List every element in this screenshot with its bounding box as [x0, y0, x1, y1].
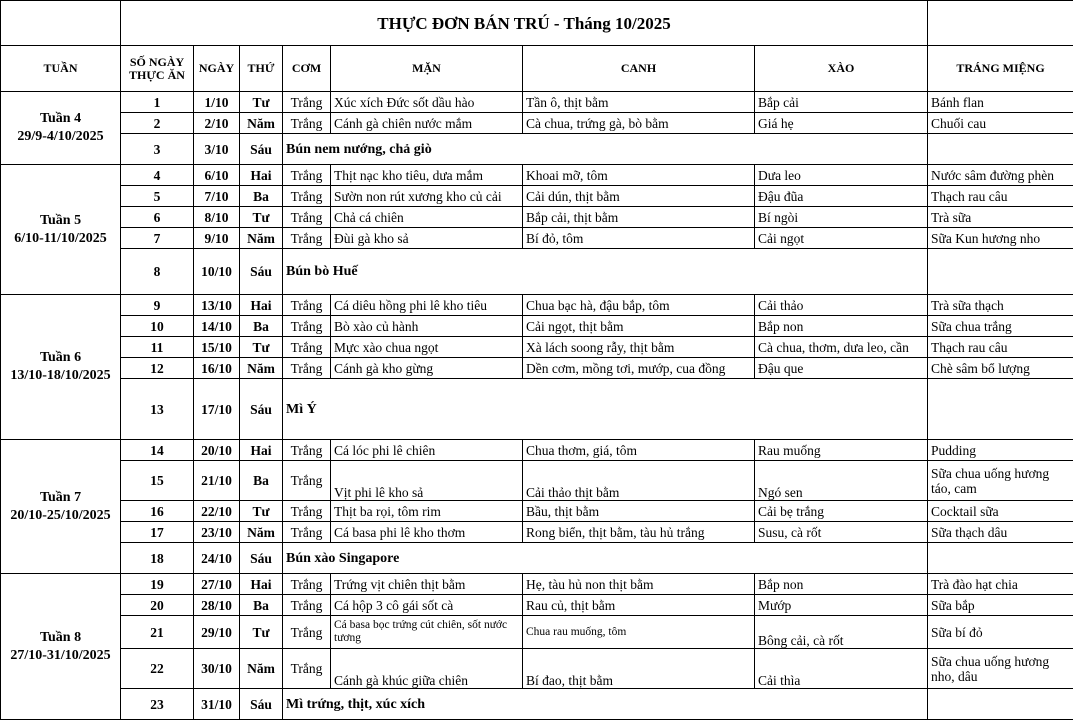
date-cell: 29/10	[194, 616, 240, 649]
stirfry-dish: Rau muống	[755, 440, 928, 461]
date-cell: 28/10	[194, 595, 240, 616]
xao-cell-empty	[928, 379, 1073, 440]
date-cell: 30/10	[194, 649, 240, 689]
soup-dish: Bí đỏ, tôm	[523, 228, 755, 249]
special-dish: Mì Ý	[283, 379, 928, 440]
table-row	[1, 316, 1073, 337]
table-row	[1, 358, 1073, 379]
main-dish: Cá lóc phi lê chiên	[331, 440, 523, 461]
date-cell: 10/10	[194, 249, 240, 295]
date-cell: 24/10	[194, 543, 240, 574]
week-cell	[1, 92, 121, 165]
rice-cell: Trắng	[283, 574, 331, 595]
header-so-ngay: SỐ NGÀY THỰC ĂN	[121, 46, 194, 92]
dessert-cell: Cocktail sữa	[928, 501, 1073, 522]
stirfry-dish: Dưa leo	[755, 165, 928, 186]
weekday-cell: Năm	[240, 522, 283, 543]
table-row	[1, 249, 1073, 295]
table-row	[1, 543, 1073, 574]
dessert-cell: Sữa chua uống hương táo, cam	[928, 461, 1073, 501]
stirfry-dish: Bắp non	[755, 316, 928, 337]
date-cell: 23/10	[194, 522, 240, 543]
table-row	[1, 440, 1073, 461]
stirfry-dish: Bông cải, cà rốt	[755, 616, 928, 649]
soup-dish: Khoai mỡ, tôm	[523, 165, 755, 186]
dessert-cell: Sữa thạch dâu	[928, 522, 1073, 543]
table-row	[1, 649, 1073, 689]
weekday-cell: Năm	[240, 228, 283, 249]
week-range: 13/10-18/10/2025	[4, 367, 117, 385]
weekday-cell: Tư	[240, 337, 283, 358]
soup-dish: Dền cơm, mồng tơi, mướp, cua đồng	[523, 358, 755, 379]
rice-cell: Trắng	[283, 337, 331, 358]
date-cell: 31/10	[194, 689, 240, 720]
dessert-cell: Thạch rau câu	[928, 186, 1073, 207]
table-row	[1, 501, 1073, 522]
date-cell: 17/10	[194, 379, 240, 440]
weekday-cell: Ba	[240, 186, 283, 207]
soup-dish: Hẹ, tàu hủ non thịt bằm	[523, 574, 755, 595]
day-number: 1	[121, 92, 194, 113]
date-cell: 13/10	[194, 295, 240, 316]
week-cell	[1, 295, 121, 440]
stirfry-dish: Ngó sen	[755, 461, 928, 501]
weekday-cell: Sáu	[240, 249, 283, 295]
table-row	[1, 92, 1073, 113]
header-com: CƠM	[283, 46, 331, 92]
date-cell: 2/10	[194, 113, 240, 134]
xao-cell-empty	[928, 689, 1073, 720]
stirfry-dish: Cải bẹ trắng	[755, 501, 928, 522]
main-dish: Mực xào chua ngọt	[331, 337, 523, 358]
rice-cell: Trắng	[283, 295, 331, 316]
rice-cell: Trắng	[283, 501, 331, 522]
table-row	[1, 295, 1073, 316]
xao-cell-empty	[928, 543, 1073, 574]
day-number: 15	[121, 461, 194, 501]
day-number: 2	[121, 113, 194, 134]
table-row	[1, 616, 1073, 649]
week-name: Tuần 6	[4, 349, 117, 367]
week-range: 6/10-11/10/2025	[4, 230, 117, 248]
main-dish: Vịt phi lê kho sả	[331, 461, 523, 501]
main-dish: Xúc xích Đức sốt dầu hào	[331, 92, 523, 113]
table-row	[1, 689, 1073, 720]
day-number: 11	[121, 337, 194, 358]
rice-cell: Trắng	[283, 461, 331, 501]
weekday-cell: Hai	[240, 295, 283, 316]
dessert-cell: Chè sâm bổ lượng	[928, 358, 1073, 379]
stirfry-dish: Susu, cà rốt	[755, 522, 928, 543]
header-thu: THỨ	[240, 46, 283, 92]
main-dish: Thịt nạc kho tiêu, dưa mắm	[331, 165, 523, 186]
dessert-cell: Bánh flan	[928, 92, 1073, 113]
weekday-cell: Sáu	[240, 379, 283, 440]
day-number: 12	[121, 358, 194, 379]
dessert-cell: Sữa bí đỏ	[928, 616, 1073, 649]
main-dish: Cá basa bọc trứng cút chiên, sốt nước tương	[331, 616, 523, 649]
table-row	[1, 379, 1073, 440]
week-cell	[1, 440, 121, 574]
soup-dish: Rau củ, thịt bằm	[523, 595, 755, 616]
header-ngay: NGÀY	[194, 46, 240, 92]
day-number: 4	[121, 165, 194, 186]
week-name: Tuần 5	[4, 212, 117, 230]
day-number: 7	[121, 228, 194, 249]
rice-cell: Trắng	[283, 186, 331, 207]
soup-dish: Chua rau muống, tôm	[523, 616, 755, 649]
rice-cell: Trắng	[283, 595, 331, 616]
table-row	[1, 165, 1073, 186]
week-name: Tuần 4	[4, 110, 117, 128]
main-dish: Cánh gà chiên nước mắm	[331, 113, 523, 134]
dessert-cell: Sữa chua uống hương nho, dâu	[928, 649, 1073, 689]
rice-cell: Trắng	[283, 522, 331, 543]
weekday-cell: Ba	[240, 316, 283, 337]
date-cell: 16/10	[194, 358, 240, 379]
table-row	[1, 595, 1073, 616]
rice-cell: Trắng	[283, 316, 331, 337]
soup-dish: Bắp cải, thịt bằm	[523, 207, 755, 228]
date-cell: 15/10	[194, 337, 240, 358]
soup-dish: Xà lách soong rẫy, thịt bằm	[523, 337, 755, 358]
day-number: 8	[121, 249, 194, 295]
table-row	[1, 337, 1073, 358]
main-dish: Bò xào củ hành	[331, 316, 523, 337]
rice-cell: Trắng	[283, 228, 331, 249]
table-row	[1, 461, 1073, 501]
table-row	[1, 134, 1073, 165]
day-number: 21	[121, 616, 194, 649]
stirfry-dish: Giá hẹ	[755, 113, 928, 134]
xao-cell-empty	[928, 249, 1073, 295]
stirfry-dish: Bí ngòi	[755, 207, 928, 228]
rice-cell: Trắng	[283, 113, 331, 134]
main-dish: Cánh gà kho gừng	[331, 358, 523, 379]
stirfry-dish: Cải thìa	[755, 649, 928, 689]
soup-dish: Chua bạc hà, đậu bắp, tôm	[523, 295, 755, 316]
week-range: 20/10-25/10/2025	[4, 507, 117, 525]
dessert-cell: Nước sâm đường phèn	[928, 165, 1073, 186]
dessert-cell: Trà sữa thạch	[928, 295, 1073, 316]
soup-dish: Cải thảo thịt bằm	[523, 461, 755, 501]
day-number: 3	[121, 134, 194, 165]
rice-cell: Trắng	[283, 440, 331, 461]
dessert-cell: Trà đào hạt chia	[928, 574, 1073, 595]
weekday-cell: Ba	[240, 595, 283, 616]
page-title: THỰC ĐƠN BÁN TRÚ - Tháng 10/2025	[121, 1, 928, 46]
main-dish: Cánh gà khúc giữa chiên	[331, 649, 523, 689]
week-range: 29/9-4/10/2025	[4, 128, 117, 146]
day-number: 18	[121, 543, 194, 574]
dessert-cell: Thạch rau câu	[928, 337, 1073, 358]
header-canh: CANH	[523, 46, 755, 92]
day-number: 10	[121, 316, 194, 337]
week-cell	[1, 574, 121, 720]
week-name: Tuần 7	[4, 489, 117, 507]
day-number: 16	[121, 501, 194, 522]
weekday-cell: Hai	[240, 440, 283, 461]
day-number: 13	[121, 379, 194, 440]
special-dish: Bún xào Singapore	[283, 543, 928, 574]
weekday-cell: Hai	[240, 165, 283, 186]
day-number: 22	[121, 649, 194, 689]
soup-dish: Cà chua, trứng gà, bò bằm	[523, 113, 755, 134]
special-dish: Mì trứng, thịt, xúc xích	[283, 689, 928, 720]
weekday-cell: Sáu	[240, 543, 283, 574]
main-dish: Thịt ba rọi, tôm rim	[331, 501, 523, 522]
week-range: 27/10-31/10/2025	[4, 647, 117, 665]
main-dish: Trứng vịt chiên thịt bằm	[331, 574, 523, 595]
weekday-cell: Năm	[240, 113, 283, 134]
week-name: Tuần 8	[4, 629, 117, 647]
day-number: 14	[121, 440, 194, 461]
date-cell: 27/10	[194, 574, 240, 595]
soup-dish: Cải dún, thịt bằm	[523, 186, 755, 207]
day-number: 5	[121, 186, 194, 207]
day-number: 6	[121, 207, 194, 228]
soup-dish: Chua thơm, giá, tôm	[523, 440, 755, 461]
main-dish: Cá diêu hồng phi lê kho tiêu	[331, 295, 523, 316]
rice-cell: Trắng	[283, 358, 331, 379]
date-cell: 7/10	[194, 186, 240, 207]
weekday-cell: Tư	[240, 207, 283, 228]
stirfry-dish: Cải thảo	[755, 295, 928, 316]
table-row	[1, 207, 1073, 228]
main-dish: Sườn non rút xương kho củ cải	[331, 186, 523, 207]
week-cell	[1, 165, 121, 295]
table-row	[1, 228, 1073, 249]
stirfry-dish: Bắp cải	[755, 92, 928, 113]
day-number: 20	[121, 595, 194, 616]
soup-dish: Bí đao, thịt bằm	[523, 649, 755, 689]
header-trang-mieng: TRÁNG MIỆNG	[928, 46, 1073, 92]
date-cell: 14/10	[194, 316, 240, 337]
dessert-cell: Chuối cau	[928, 113, 1073, 134]
stirfry-dish: Cải ngọt	[755, 228, 928, 249]
table-row	[1, 113, 1073, 134]
weekday-cell: Năm	[240, 649, 283, 689]
dessert-cell: Sữa chua trắng	[928, 316, 1073, 337]
rice-cell: Trắng	[283, 165, 331, 186]
corner-cell-right	[928, 1, 1073, 46]
soup-dish: Tần ô, thịt bằm	[523, 92, 755, 113]
special-dish: Bún bò Huế	[283, 249, 928, 295]
weekday-cell: Sáu	[240, 689, 283, 720]
dessert-cell: Sữa bắp	[928, 595, 1073, 616]
soup-dish: Bầu, thịt bằm	[523, 501, 755, 522]
date-cell: 21/10	[194, 461, 240, 501]
soup-dish: Cải ngọt, thịt bằm	[523, 316, 755, 337]
table-row	[1, 522, 1073, 543]
weekday-cell: Hai	[240, 574, 283, 595]
main-dish: Cá basa phi lê kho thơm	[331, 522, 523, 543]
main-dish: Chả cá chiên	[331, 207, 523, 228]
main-dish: Đùi gà kho sả	[331, 228, 523, 249]
date-cell: 1/10	[194, 92, 240, 113]
dessert-cell: Sữa Kun hương nho	[928, 228, 1073, 249]
stirfry-dish: Cà chua, thơm, dưa leo, cần	[755, 337, 928, 358]
day-number: 17	[121, 522, 194, 543]
stirfry-dish: Đậu que	[755, 358, 928, 379]
header-xao: XÀO	[755, 46, 928, 92]
special-dish: Bún nem nướng, chả giò	[283, 134, 928, 165]
date-cell: 22/10	[194, 501, 240, 522]
date-cell: 20/10	[194, 440, 240, 461]
dessert-cell: Pudding	[928, 440, 1073, 461]
rice-cell: Trắng	[283, 616, 331, 649]
header-tuan: TUẦN	[1, 46, 121, 92]
weekday-cell: Tư	[240, 501, 283, 522]
date-cell: 9/10	[194, 228, 240, 249]
date-cell: 8/10	[194, 207, 240, 228]
weekday-cell: Ba	[240, 461, 283, 501]
rice-cell: Trắng	[283, 649, 331, 689]
table-row	[1, 186, 1073, 207]
stirfry-dish: Bắp non	[755, 574, 928, 595]
date-cell: 3/10	[194, 134, 240, 165]
day-number: 19	[121, 574, 194, 595]
rice-cell: Trắng	[283, 207, 331, 228]
day-number: 23	[121, 689, 194, 720]
stirfry-dish: Mướp	[755, 595, 928, 616]
weekday-cell: Tư	[240, 616, 283, 649]
date-cell: 6/10	[194, 165, 240, 186]
weekday-cell: Sáu	[240, 134, 283, 165]
day-number: 9	[121, 295, 194, 316]
soup-dish: Rong biển, thịt bằm, tàu hủ trắng	[523, 522, 755, 543]
table-row	[1, 574, 1073, 595]
main-dish: Cá hộp 3 cô gái sốt cà	[331, 595, 523, 616]
dessert-cell: Trà sữa	[928, 207, 1073, 228]
weekday-cell: Năm	[240, 358, 283, 379]
corner-cell	[1, 1, 121, 46]
xao-cell-empty	[928, 134, 1073, 165]
stirfry-dish: Đậu đũa	[755, 186, 928, 207]
header-man: MẶN	[331, 46, 523, 92]
weekday-cell: Tư	[240, 92, 283, 113]
rice-cell: Trắng	[283, 92, 331, 113]
